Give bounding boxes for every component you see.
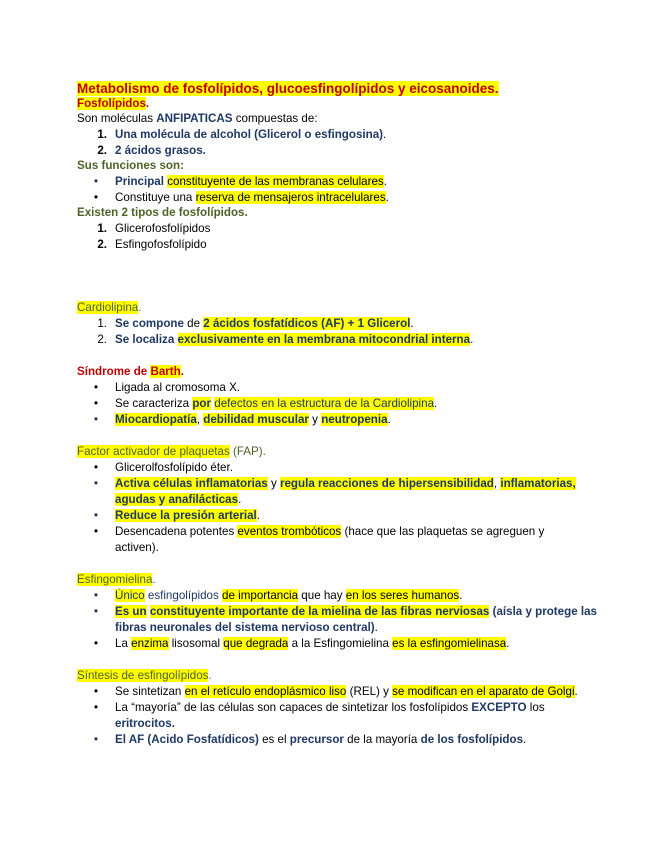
types-heading: Existen 2 tipos de fosfolípidos.	[77, 206, 248, 219]
bullet-icon: •	[93, 508, 99, 522]
document-title: Metabolismo de fosfolípidos, glucoesfingolípidos y eicosanoides.	[77, 81, 499, 96]
bullet-icon: •	[93, 636, 99, 650]
section-heading-cardiolipina: Cardiolipina.	[77, 301, 142, 314]
bullet-icon: •	[93, 380, 99, 394]
section-heading-fosfolipidos: Fosfolípidos.	[77, 97, 150, 110]
bullet-icon: •	[93, 396, 99, 410]
bullet-icon: •	[93, 460, 99, 474]
bullet-icon: •	[93, 524, 99, 538]
section-heading-barth: Síndrome de Barth.	[77, 365, 184, 378]
bullet-icon: •	[93, 190, 99, 204]
bullet-icon: •	[93, 684, 99, 698]
bullet-icon: •	[93, 412, 99, 426]
section-heading-esfingomielina: Esfingomielina.	[77, 573, 156, 586]
bullet-icon: •	[93, 588, 99, 602]
intro-line: Son moléculas ANFIPATICAS compuestas de:	[77, 112, 318, 125]
section-heading-fap: Factor activador de plaquetas (FAP).	[77, 445, 266, 458]
document-page: Metabolismo de fosfolípidos, glucoesfingolípidos y eicosanoides. Fosfolípidos. Son moléculas ANFIPATICAS compuestas de: 1. Una molécula de alcohol (Glicerol o esfingosina). 2. 2 ácidos grasos. Sus funciones son: • Principal constituyente de las membranas celulares. • Constituye una reserva de mensajeros intracelulares. Existen 2 tipos de fosfolípidos. 1. Glicerofosfolípidos 2. Esfingofosfolípido Cardiolipina. 1. Se compone de 2 ácidos fosfatídicos (AF) + 1 Glicerol. 2. Se localiza exclusivamente en la membrana mitocondrial interna. Síndrome de Barth. • Ligada al cromosoma X. • Se caracteriza por defectos en la estructura de la Cardiolipina. • Miocardiopatía, debilidad muscular y neutropenia. Factor activador de plaquetas (FAP). • Glicerolfosfolípido éter. • Activa células inflamatorias y regula reacciones de hipersensibilidad, inflamatorias, agudas y anafilácticas. • Reduce la presión arterial. • Desencadena potentes eventos trombóticos (hace que las plaquetas se agreguen y activen). Esfingomielina. • Único esfingolípidos de importancia que hay en los seres humanos. • Es un constituyente importante de la mielina de las fibras nerviosas (aísla y protege las fibras neuronales del sistema nervioso central). • La enzima lisosomal que degrada a la Esfingomielina es la esfingomielinasa. Síntesis de esfingolípidos. • Se sintetizan en el retículo endoplásmico liso (REL) y se modifican en el aparato de Golgi. • La “mayoría” de las células son capaces de sintetizar los fosfolípidos EXCEPTO los eritrocitos. • El AF (Acido Fosfatídicos) es el precursor de la mayoría de los fosfolípidos.	[77, 81, 597, 746]
bullet-icon: •	[93, 476, 99, 490]
functions-heading: Sus funciones son:	[77, 159, 184, 172]
section-heading-sintesis: Síntesis de esfingolípidos.	[77, 669, 212, 682]
bullet-icon: •	[93, 604, 99, 618]
bullet-icon: •	[93, 732, 99, 746]
bullet-icon: •	[93, 700, 99, 714]
bullet-icon: •	[93, 174, 99, 188]
